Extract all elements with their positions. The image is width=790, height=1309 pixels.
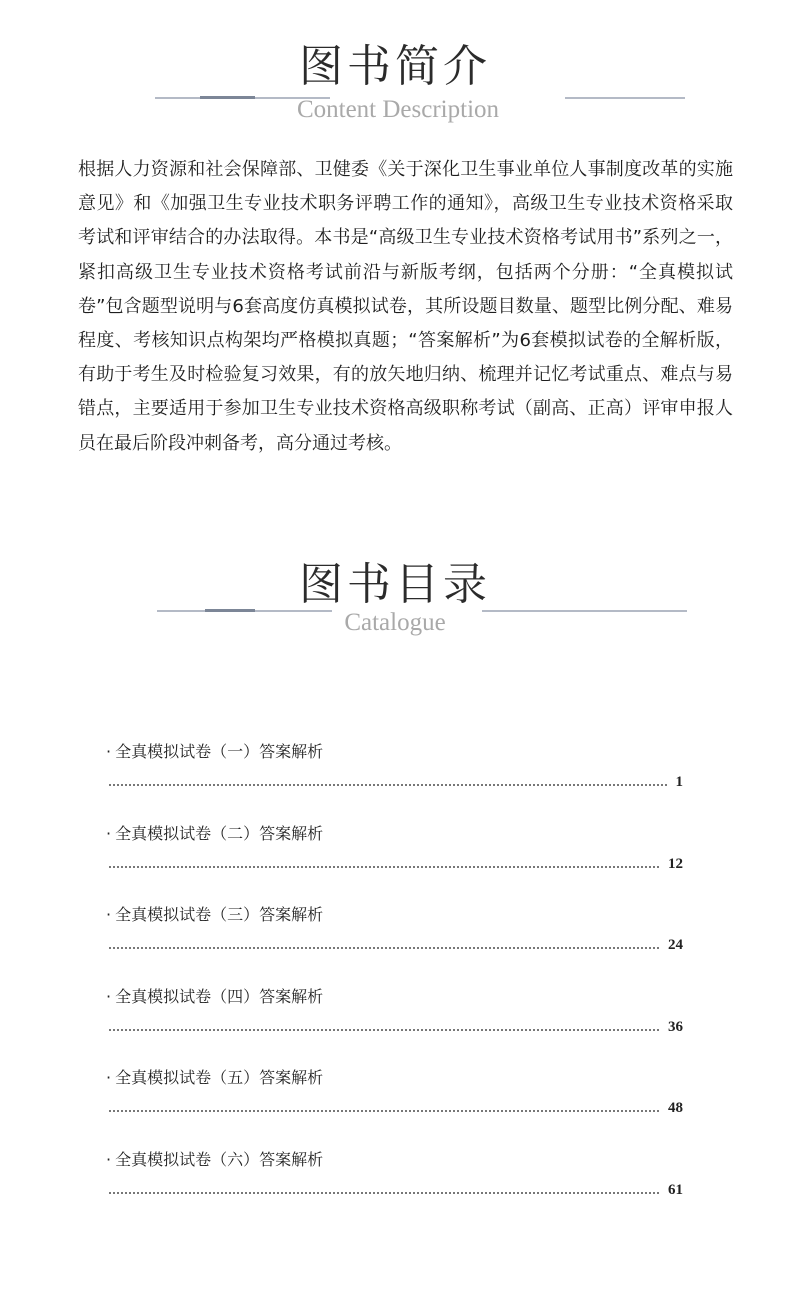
toc-item-label: 全真模拟试卷（六）答案解析 xyxy=(115,1149,324,1169)
intro-header xyxy=(0,42,790,132)
toc-item-label: 全真模拟试卷（三）答案解析 xyxy=(115,905,324,924)
toc-bullet: · xyxy=(106,1068,112,1087)
toc-page-number: 61 xyxy=(668,1181,683,1198)
toc-bullet: · xyxy=(106,1149,112,1169)
toc-item[interactable] xyxy=(106,740,686,822)
toc-list xyxy=(106,740,686,1229)
toc-page-number: 1 xyxy=(675,774,683,790)
toc-page-number: 48 xyxy=(668,1100,683,1116)
catalogue-header xyxy=(0,560,790,650)
intro-body: 根据人力资源和社会保障部、卫健委《关于深化卫生事业单位人事制度改革的实施意见》和《加强卫生专业技术职务评聘工作的通知》，高级卫生专业技术资格采取考试和评审结合的办法取得。本书是“高级卫生专业技术资格考试用书”系列之一，紧扣高级卫生专业技术资格考试前沿与新版考纲，包括两个分册：“全真模拟试卷”包含题型说明与6套高度仿真模拟试卷，其所设题目数量、题型比例分配、难易程度、考核知识点构架均严格模拟真题；“答案解析”为6套模拟试卷的全解析版，有助于考生及时检验复习效果，有的放矢地归纳、梳理并记忆考试重点、难点与易错点，主要适用于参加卫生专业技术资格高级职称考试（副高、正高）评审申报人员在最后阶段冲刺备考，高分通过考核。 xyxy=(78,159,733,454)
dot-leader xyxy=(108,1192,660,1194)
dot-leader xyxy=(108,784,668,786)
toc-item[interactable] xyxy=(106,822,686,904)
toc-item[interactable] xyxy=(106,1148,686,1230)
dot-leader xyxy=(108,947,660,949)
toc-bullet: · xyxy=(106,905,112,924)
toc-page-number: 24 xyxy=(668,937,683,953)
toc-bullet: · xyxy=(106,742,112,761)
dot-leader xyxy=(108,1110,660,1112)
toc-bullet: · xyxy=(106,986,112,1006)
toc-bullet: · xyxy=(106,823,112,843)
toc-item[interactable] xyxy=(106,903,686,985)
toc-item[interactable] xyxy=(106,985,686,1067)
intro-subtitle: Content Description xyxy=(296,96,500,123)
catalogue-subtitle: Catalogue xyxy=(344,609,446,636)
toc-item-label: 全真模拟试卷（四）答案解析 xyxy=(115,986,324,1006)
toc-item-label: 全真模拟试卷（五）答案解析 xyxy=(115,1068,324,1087)
toc-item[interactable] xyxy=(106,1066,686,1148)
catalogue-title: 图书目录 xyxy=(299,559,491,610)
dot-leader xyxy=(108,866,660,868)
toc-item-label: 全真模拟试卷（二）答案解析 xyxy=(115,823,324,843)
toc-page-number: 36 xyxy=(668,1018,683,1035)
toc-page-number: 12 xyxy=(668,855,683,872)
toc-item-label: 全真模拟试卷（一）答案解析 xyxy=(115,742,324,761)
intro-title: 图书简介 xyxy=(299,41,491,92)
dot-leader xyxy=(108,1029,660,1031)
